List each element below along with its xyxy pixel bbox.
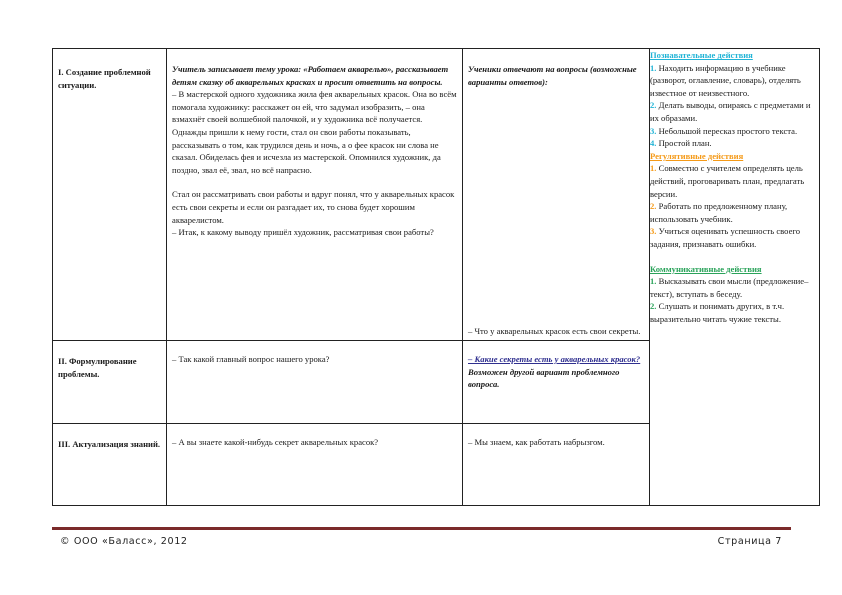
item-number: 3.: [650, 226, 657, 237]
teacher-cell: [167, 424, 463, 506]
item-text: Простой план.: [656, 138, 712, 149]
item-number: 4.: [650, 138, 657, 149]
item-text: Работать по предложенному плану, использовать учебник.: [650, 201, 788, 224]
teacher-cell: [167, 49, 463, 341]
item-number: 1.: [650, 163, 657, 174]
item-number: 2.: [650, 201, 657, 212]
students-cell: [463, 424, 650, 506]
students-answer: – Что у акварельных красок есть свои секреты.: [468, 326, 641, 337]
students-cell: [463, 341, 650, 424]
item-text: Слушать и понимать других, в т.ч. выразительно читать чужие тексты.: [650, 301, 785, 324]
students-note: Возможен другой вариант проблемного вопроса.: [468, 366, 620, 390]
regulatory-actions-heading: Регулятивные действия: [650, 150, 744, 161]
item-text: Небольшой пересказ простого текста.: [656, 125, 798, 136]
footer-divider: [52, 527, 791, 530]
communicative-item: [650, 275, 819, 300]
footer-copyright: © ООО «Баласс», 2012: [60, 536, 188, 547]
stage-cell: III. Актуализация знаний.: [53, 424, 167, 506]
teacher-question: – А вы знаете какой-нибудь секрет акварельных красок?: [172, 437, 379, 447]
students-answer: – Мы знаем, как работать набрызгом.: [468, 437, 605, 447]
item-number: 2.: [650, 301, 657, 312]
teacher-question: – Итак, к какому выводу пришёл художник, рассматривая свои работы?: [172, 227, 434, 238]
uud-actions-cell: [650, 49, 820, 506]
stage-cell: I. Создание проблемной ситуации.: [53, 49, 167, 341]
cognitive-item: [650, 125, 819, 138]
cognitive-actions-heading: Познавательные действия: [650, 50, 753, 60]
item-number: 1.: [650, 276, 657, 287]
teacher-intro: Учитель записывает тему урока: «Работаем акварелью», рассказывает детям сказку об акварельных красках и просит ответить на вопросы.: [172, 64, 449, 87]
stage-cell: II. Формулирование проблемы.: [53, 341, 167, 424]
teacher-story-continued: Стал он рассматривать свои работы и вдруг понял, что у акварельных красок есть свои секреты и если он разгадает их, то снова будет хорошим акварелистом.: [172, 189, 455, 225]
cognitive-item: [650, 62, 819, 100]
cognitive-item: [650, 99, 819, 124]
item-text: Совместно с учителем определять цель действий, проговаривать план, предлагать версии.: [650, 163, 805, 199]
students-intro: Ученики отвечают на вопросы (возможные варианты ответов):: [468, 64, 637, 87]
item-text: Делать выводы, опираясь с предметами и их образами.: [650, 100, 811, 123]
item-text: Находить информацию в учебнике (разворот, оглавление, словарь), отделять известное от неизвестного.: [650, 62, 801, 98]
communicative-actions-heading: Коммуникативные действия: [650, 263, 762, 274]
lesson-table: [52, 48, 820, 506]
communicative-item: [650, 300, 819, 325]
teacher-story: – В мастерской одного художника жила фея акварельных красок. Она во всём помогала художнику: расскажет он ей, что задумал изобразить, – она взмахнёт своей волшебной палочкой, и у художника всё получается. Однажды пришли к нему гости, стал он свои работы показывать, рассказывать о том, как трудился день и ночь, а о фее красок ни слова не сказал. Обиделась фея и исчезла из мастерской. Опомнился художник, да поздно, звал её, звал, но всё напрасно.: [172, 89, 457, 175]
item-number: 1.: [650, 62, 657, 73]
regulatory-item: [650, 200, 819, 225]
cognitive-item: [650, 137, 819, 150]
item-number: 3.: [650, 125, 657, 136]
regulatory-item: [650, 162, 819, 200]
table-row: [53, 49, 820, 341]
teacher-cell: [167, 341, 463, 424]
item-text: Высказывать свои мысли (предложение–текст), вступать в беседу.: [650, 276, 809, 299]
page-number: Страница 7: [717, 536, 782, 547]
problem-question: – Какие секреты есть у акварельных красок?: [468, 354, 641, 364]
item-text: Учиться оценивать успешность своего задания, признавать ошибки.: [650, 226, 800, 249]
teacher-question: – Так какой главный вопрос нашего урока?: [172, 354, 330, 364]
item-number: 2.: [650, 100, 657, 111]
students-cell: [463, 49, 650, 341]
regulatory-item: [650, 225, 819, 250]
